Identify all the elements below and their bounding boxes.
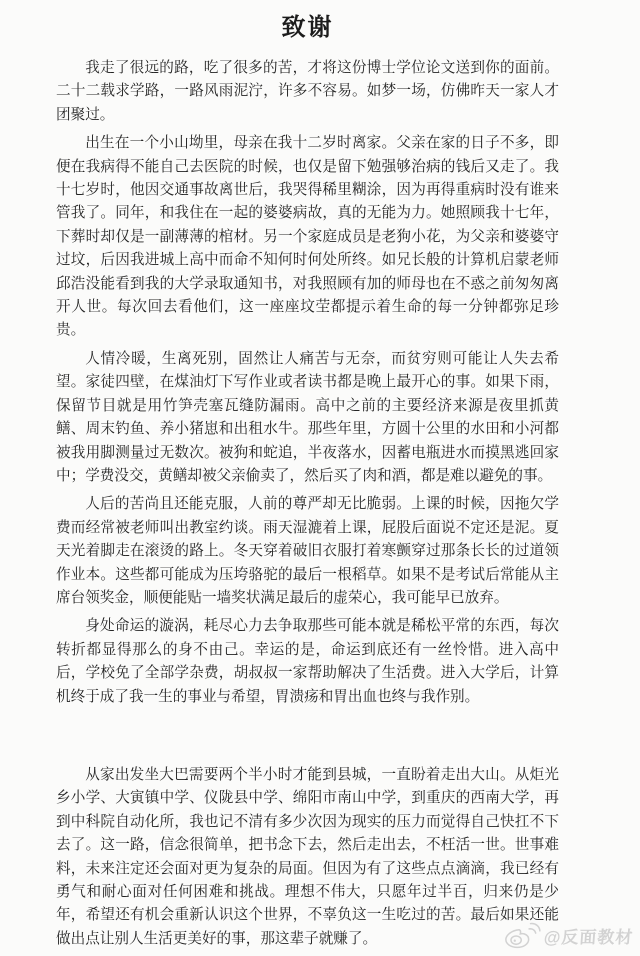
weibo-watermark: [503, 920, 634, 950]
paragraph-4: 人后的苦尚且还能克服，人前的尊严却无比脆弱。上课的时候，因拖欠学费而经常被老师叫出教室约谈。雨天湿漉着上课，屁股后面说不定还是泥。夏天光着脚走在滚烫的路上。冬天穿着破旧衣服打着寒颤穿过那条长长的过道领作业本。这些都可能成为压垮骆驼的最后一根稻草。如果不是考试后常能从主席台领奖金，顺便能贴一墙奖状满足最后的虚荣心，我可能早已放弃。: [56, 496, 559, 606]
paragraph-5: 身处命运的漩涡，耗尽心力去争取那些可能本就是稀松平常的东西，每次转折都显得那么的身不由己。幸运的是，命运到底还有一丝怜惜。进入高中后，学校免了全部学杂费，胡叔叔一家帮助解决了生活费。进入大学后，计算机终于成了我一生的事业与希望，胃溃疡和胃出血也终与我作别。: [56, 618, 559, 705]
weibo-logo-icon: [503, 920, 541, 950]
watermark-handle: @反面教材: [543, 927, 635, 947]
paragraph-3: 人情冷暖，生离死别，固然让人痛苦与无奈，而贫穷则可能让人失去希望。家徒四壁，在煤油灯下写作业或者读书都是晚上最开心的事。如果下雨，保留节目就是用竹笋壳塞瓦缝防漏雨。高中之前的主要经济来源是夜里抓黄鳝、周末钓鱼、养小猪崽和出租水牛。那些年里，方圆十公里的水田和小河都被我用脚测量过无数次。被狗和蛇追，半夜落水，因蓄电瓶进水而摸黑逃回家中；学费没交，黄鳝却被父亲偷卖了，然后买了肉和酒，都是难以避免的事。: [56, 350, 559, 484]
paragraph-2: 出生在一个小山坳里，母亲在我十二岁时离家。父亲在家的日子不多，即便在我病得不能自己去医院的时候，也仅是留下勉强够治病的钱后又走了。我十七岁时，他因交通事故离世后，我哭得稀里糊涂，因为再得重病时没有谁来管我了。同年，和我住在一起的婆婆病故，真的无能为力。她照顾我十七年，下葬时却仅是一副薄薄的棺材。另一个家庭成员是老狗小花，为父亲和婆婆守过坟，后因我进城上高中而命不知何时何处所终。如兄长般的计算机启蒙老师邱浩没能看到我的大学录取通知书，对我照顾有加的师母也在不惑之前匆匆离开人世。每次回去看他们，这一座座坟茔都提示着生命的每一分钟都弥足珍贵。: [56, 135, 559, 339]
page-title: 致谢: [281, 14, 334, 41]
paragraph-1: 我走了很远的路，吃了很多的苦，才将这份博士学位论文送到你的面前。二十二载求学路，一路风雨泥泞，许多不容易。如梦一场，仿佛昨天一家人才团聚过。: [56, 60, 559, 123]
paragraph-6: 从家出发坐大巴需要两个半小时才能到县城，一直盼着走出大山。从炬光乡小学、大寅镇中学、仪陇县中学、绵阳市南山中学，到重庆的西南大学，再到中科院自动化所，我也记不清有多少次因为现实的压力而觉得自己快扛不下去了。这一路，信念很简单，把书念下去，然后走出去，不枉活一世。世事难料，未来注定还会面对更为复杂的局面。但因为有了这些点点滴滴，我已经有勇气和耐心面对任何困难和挑战。理想不伟大，只愿年过半百，归来仍是少年，希望还有机会重新认识这个世界，不辜负这一生吃过的苦。最后如果还能做出点让别人生活更美好的事，那这辈子就赚了。: [56, 766, 559, 947]
document-body: [56, 0, 559, 951]
